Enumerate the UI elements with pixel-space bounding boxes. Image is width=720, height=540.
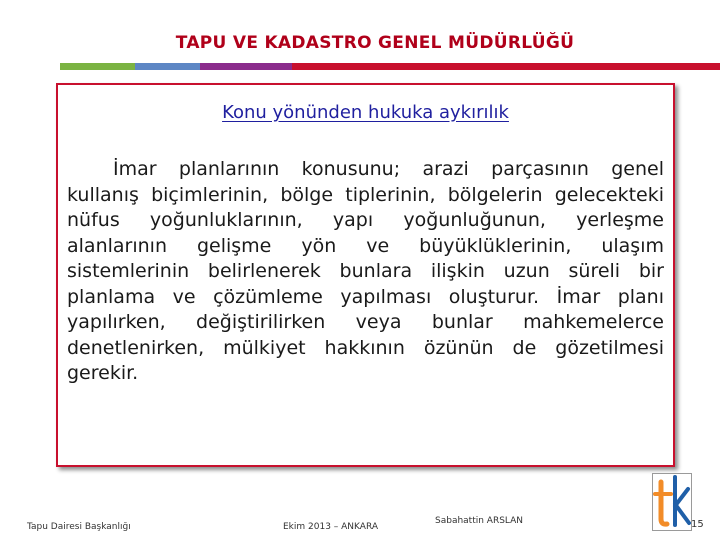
footer-organization: Tapu Dairesi Başkanlığı [27, 522, 131, 532]
content-box [56, 83, 675, 467]
color-bar-segment-red [292, 63, 720, 70]
footer-date: Ekim 2013 – ANKARA [283, 522, 378, 532]
tk-logo-icon [652, 473, 692, 531]
page-number: 15 [691, 519, 704, 530]
header-color-bar [60, 63, 720, 70]
slide-subtitle: Konu yönünden hukuka aykırılık [222, 102, 509, 123]
slide-body-text: İmar planlarının konusunu; arazi parçasının genel kullanış biçimlerinin, bölge tiplerinin, bölgelerin gelecekteki nüfus yoğunluklarının, yapı yoğunluğunun, yerleşme alanlarının gelişme yön ve büyüklüklerinin, ulaşım sistemlerinin belirlenerek bunlara ilişkin uzun süreli bir planlama ve çözümleme yapılması oluşturur. İmar planı yapılırken, değiştirilirken veya bunlar mahkemelerce denetlenirken, mülkiyet hakkının özünün de gözetilmesi gerekir. [67, 158, 664, 384]
color-bar-segment-purple [200, 63, 292, 70]
color-bar-segment-blue [135, 63, 200, 70]
color-bar-segment-green [60, 63, 135, 70]
footer-author: Sabahattin ARSLAN [435, 516, 524, 526]
page-title: TAPU VE KADASTRO GENEL MÜDÜRLÜĞÜ [175, 33, 575, 53]
